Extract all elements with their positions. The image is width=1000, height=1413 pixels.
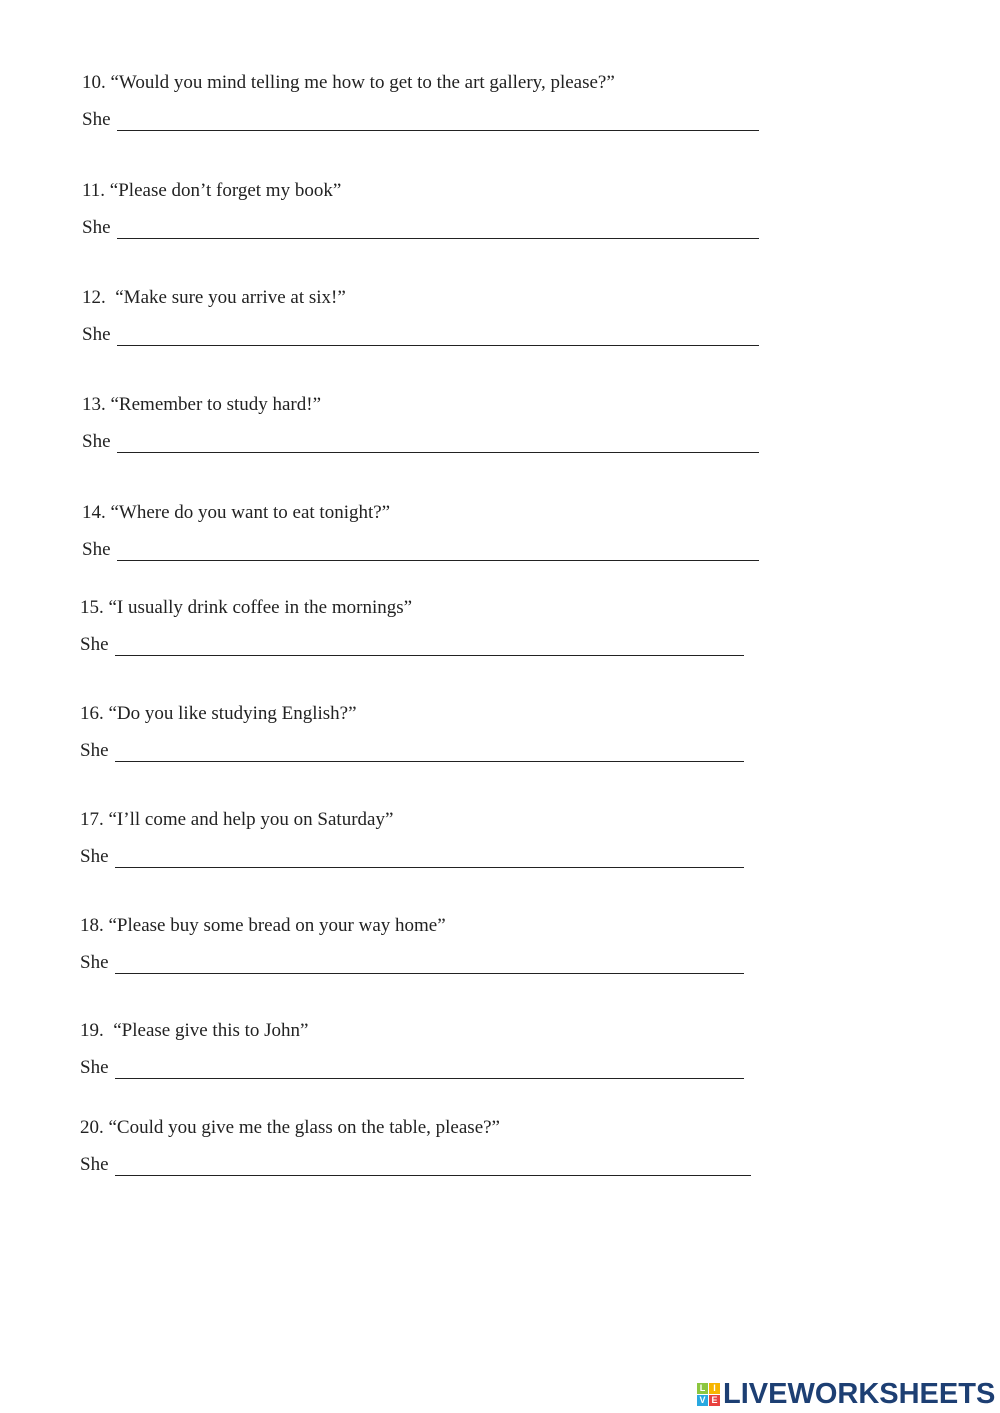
logo-text: LIVEWORKSHEETS	[723, 1378, 996, 1410]
item-17	[80, 809, 780, 868]
logo-block: V	[697, 1395, 708, 1406]
answer-line[interactable]	[117, 216, 759, 239]
answer-line[interactable]	[117, 108, 759, 131]
answer-line[interactable]	[115, 1153, 751, 1176]
answer-prefix: She	[80, 1057, 109, 1078]
answer-line[interactable]	[117, 323, 759, 346]
question: 14. “Where do you want to eat tonight?”	[82, 502, 391, 523]
answer-prefix: She	[80, 1154, 109, 1175]
question: 13. “Remember to study hard!”	[82, 394, 322, 415]
answer-prefix: She	[82, 324, 111, 345]
answer-prefix: She	[80, 740, 109, 761]
answer-prefix: She	[80, 634, 109, 655]
item-20	[80, 1117, 780, 1176]
item-13	[82, 394, 782, 453]
answer-line[interactable]	[115, 845, 744, 868]
answer-prefix: She	[82, 109, 111, 130]
answer-prefix: She	[82, 431, 111, 452]
logo-blocks-icon	[697, 1383, 720, 1406]
question: 10. “Would you mind telling me how to get to the art gallery, please?”	[82, 72, 615, 93]
question: 20. “Could you give me the glass on the table, please?”	[80, 1117, 500, 1138]
question: 12. “Make sure you arrive at six!”	[82, 287, 346, 308]
answer-line[interactable]	[115, 951, 744, 974]
item-11	[82, 180, 782, 239]
answer-line[interactable]	[115, 1056, 744, 1079]
answer-line[interactable]	[117, 538, 759, 561]
logo-block: I	[709, 1383, 720, 1394]
answer-prefix: She	[80, 846, 109, 867]
question: 15. “I usually drink coffee in the mornings”	[80, 597, 413, 618]
item-12	[82, 287, 782, 346]
logo-block: L	[697, 1383, 708, 1394]
answer-prefix: She	[82, 217, 111, 238]
item-18	[80, 915, 780, 974]
question: 11. “Please don’t forget my book”	[82, 180, 342, 201]
question: 19. “Please give this to John”	[80, 1020, 309, 1041]
question: 16. “Do you like studying English?”	[80, 703, 357, 724]
item-15	[80, 597, 780, 656]
answer-line[interactable]	[115, 739, 744, 762]
item-19	[80, 1020, 780, 1079]
item-14	[82, 502, 782, 561]
item-10	[82, 72, 782, 131]
question: 18. “Please buy some bread on your way home”	[80, 915, 446, 936]
logo-block: E	[709, 1395, 720, 1406]
answer-prefix: She	[82, 539, 111, 560]
answer-prefix: She	[80, 952, 109, 973]
answer-line[interactable]	[115, 633, 744, 656]
question: 17. “I’ll come and help you on Saturday”	[80, 809, 394, 830]
liveworksheets-logo	[697, 1378, 995, 1411]
item-16	[80, 703, 780, 762]
answer-line[interactable]	[117, 430, 759, 453]
